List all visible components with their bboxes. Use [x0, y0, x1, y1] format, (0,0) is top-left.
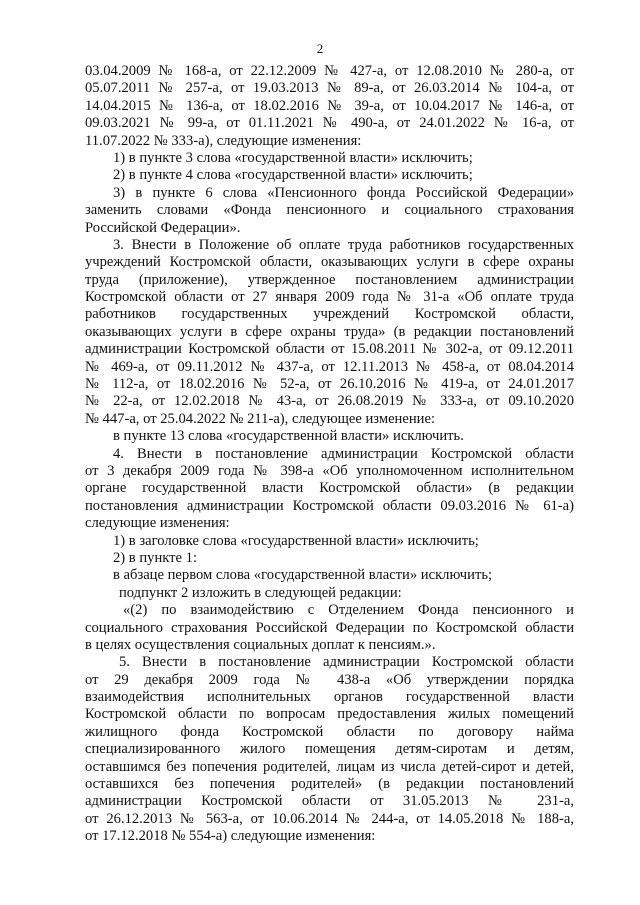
text-line: от 29 декабря 2009 года № 438-а «Об утверждении порядка	[85, 671, 574, 688]
text-line: Костромской области по вопросам предоставления жилых помещений	[85, 706, 574, 723]
text-line: 5. Внести в постановление администрации Костромской области	[119, 654, 574, 671]
text-line: работников государственных учреждений Костромской области,	[85, 306, 574, 323]
text-line: 4. Внести в постановление администрации Костромской области	[113, 445, 574, 462]
text-line: оставшихся без попечения родителей» (в редакции постановлений	[85, 776, 574, 793]
text-line: в абзаце первом слова «государственной власти» исключить;	[113, 567, 493, 584]
text-line: оставшимся без попечения родителей, лицам из числа детей-сирот и детей,	[85, 758, 574, 775]
text-line: взаимодействия исполнительных органов государственной власти	[85, 689, 574, 706]
text-line: социального страхования Российской Федерации по Костромской области	[85, 619, 574, 636]
text-line: «(2) по взаимодействию с Отделением Фонда пенсионного и	[123, 602, 574, 619]
text-line: 09.03.2021 № 99-а, от 01.11.2021 № 490-а, от 24.01.2022 № 16-а, от	[85, 115, 574, 132]
text-line: следующие изменения:	[85, 515, 230, 532]
text-line: в пункте 13 слова «государственной власти» исключить.	[113, 428, 464, 445]
text-line: Костромской области от 27 января 2009 года № 31-а «Об оплате труда	[85, 289, 574, 306]
text-line: от 17.12.2018 № 554-а) следующие изменения:	[85, 828, 376, 845]
text-line: администрации Костромской области от 15.08.2011 № 302-а, от 09.12.2011	[85, 341, 574, 358]
text-line: от 26.12.2013 № 563-а, от 10.06.2014 № 244-а, от 14.05.2018 № 188-а,	[85, 810, 574, 827]
text-line: администрации Костромской области от 31.05.2013 № 231-а,	[85, 793, 574, 810]
text-line: 2) в пункте 4 слова «государственной власти» исключить;	[113, 167, 473, 184]
text-line: 1) в пункте 3 слова «государственной власти» исключить;	[113, 149, 473, 166]
document-body	[85, 63, 574, 846]
text-line: 3. Внести в Положение об оплате труда работников государственных	[113, 236, 574, 253]
text-line: № 447-а, от 25.04.2022 № 211-а), следующее изменение:	[85, 410, 435, 427]
text-line: 11.07.2022 № 333-а), следующие изменения:	[85, 132, 362, 149]
text-line: от 3 декабря 2009 года № 398-а «Об уполномоченном исполнительном	[85, 462, 574, 479]
text-line: 14.04.2015 № 136-а, от 18.02.2016 № 39-а, от 10.04.2017 № 146-а, от	[85, 97, 574, 114]
text-line: Российской Федерации».	[85, 219, 241, 236]
text-line: постановления администрации Костромской области 09.03.2016 № 61-а)	[85, 497, 574, 514]
text-line: № 469-а, от 09.11.2012 № 437-а, от 12.11.2013 № 458-а, от 08.04.2014	[85, 358, 574, 375]
text-line: органе государственной власти Костромской области» (в редакции	[85, 480, 574, 497]
text-line: 1) в заголовке слова «государственной власти» исключить;	[113, 532, 479, 549]
text-line: жилищного фонда Костромской области по договору найма	[85, 723, 574, 740]
text-line: в целях осуществления социальных доплат к пенсиям.».	[85, 636, 436, 653]
text-line: учреждений Костромской области, оказывающих услуги в сфере охраны	[85, 254, 574, 271]
text-line: № 22-а, от 12.02.2018 № 43-а, от 26.08.2019 № 333-а, от 09.10.2020	[85, 393, 574, 410]
page-number: 2	[316, 41, 324, 56]
text-line: 2) в пункте 1:	[113, 549, 198, 566]
text-line: специализированного жилого помещения детям-сиротам и детям,	[85, 741, 574, 758]
text-line: № 112-а, от 18.02.2016 № 52-а, от 26.10.2016 № 419-а, от 24.01.2017	[85, 376, 574, 393]
text-line: 03.04.2009 № 168-а, от 22.12.2009 № 427-а, от 12.08.2010 № 280-а, от	[85, 63, 574, 79]
text-line: подпункт 2 изложить в следующей редакции:	[119, 584, 402, 601]
text-line: 3) в пункте 6 слова «Пенсионного фонда Российской Федерации»	[113, 184, 574, 201]
text-line: 05.07.2011 № 257-а, от 19.03.2013 № 89-а, от 26.03.2014 № 104-а, от	[85, 80, 574, 97]
text-line: заменить словами «Фонда пенсионного и социального страхования	[85, 202, 574, 219]
text-line: труда (приложение), утвержденное постановлением администрации	[85, 271, 574, 288]
text-line: оказывающих услуги в сфере охраны труда» (в редакции постановлений	[85, 323, 574, 340]
